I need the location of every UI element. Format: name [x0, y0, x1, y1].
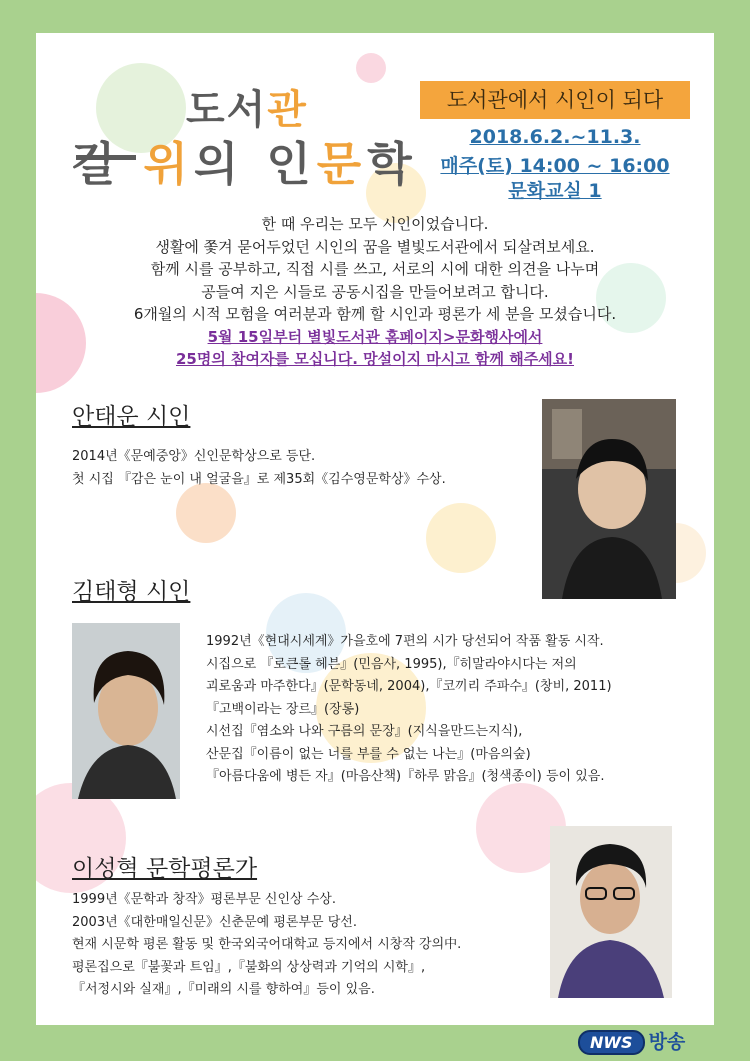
logo-title-main: 길 위의 인문학 [71, 137, 418, 191]
program-title-banner: 도서관에서 시인이 되다 [420, 81, 690, 119]
person-name: 김태형 시인 [72, 579, 191, 605]
decor-bubble [176, 483, 236, 543]
intro-line: 6개월의 시적 모험을 여러분과 함께 할 시인과 평론가 세 분을 모셨습니다. [133, 305, 617, 323]
intro-line: 생활에 쫓겨 묻어두었던 시인의 꿈을 별빛도서관에서 되살려보세요. [155, 237, 595, 256]
person-photo [72, 623, 180, 799]
signup-notice: 5월 15일부터 별빛도서관 홈페이지>문화행사에서 [207, 327, 543, 346]
decor-bubble [426, 503, 496, 573]
schedule-room: 문화교실 1 [508, 180, 602, 202]
decor-bubble [356, 53, 386, 83]
person-bio: 2014년《문예중앙》신인문학상으로 등단. 첫 시집 『감은 눈이 내 얼굴을』로 제35회《김수영문학상》수상. [72, 449, 446, 487]
intro-line: 한 때 우리는 모두 시인이었습니다. [261, 215, 489, 233]
schedule-date: 2018.6.2.~11.3. [469, 126, 641, 148]
person-bio: 1999년《문학과 창작》평론부문 신인상 수상. 2003년《대한매일신문》신춘문예 평론부문 당선. 현재 시문학 평론 활동 및 한국외국어대학교 등지에서 시창작 강의中. 평론집으로『불꽃과 트임』,『불화의 상상력과 기억의 시학』, 『서정시와 실재』,『미래의 시를 향하여』등이 있음. [72, 892, 462, 997]
intro-text [36, 213, 714, 371]
schedule-time: 매주(토) 14:00 ~ 16:00 [440, 155, 670, 177]
person-name: 이성혁 문학평론가 [72, 856, 258, 882]
person-photo [550, 826, 672, 998]
poster-sheet [36, 33, 714, 1025]
intro-line: 함께 시를 공부하고, 직접 시를 쓰고, 서로의 시에 대한 의견을 나누며 [150, 260, 600, 278]
intro-line: 공들여 지은 시들로 공동시집을 만들어보려고 합니다. [201, 282, 549, 301]
person-photo [542, 399, 676, 599]
signup-notice: 25명의 참여자를 모십니다. 망설이지 마시고 함께 해주세요! [175, 350, 575, 368]
person-bio: 1992년《현대시세계》가을호에 7편의 시가 당선되어 작품 활동 시작. 시집으로 『로큰롤 헤븐』(민음사, 1995),『히말라야시다는 저의 괴로움과 마주한다』(문학동네, 2004),『코끼리 주파수』(창비, 2011) 『고백이라는 장르』(장롱) 시선집『염소와 나와 구름의 문장』(지식을만드는지식), 산문집『이름이 없는 너를 부를 수 없는 나는』(마음의숲) 『아름다움에 병든 자』(마음산책)『하루 맑음』(청색종이) 등이 있음. [206, 634, 612, 784]
logo-title-top: 도서관 [186, 87, 308, 133]
broadcaster-logo: NWS 방송 [578, 1027, 685, 1053]
person-name: 안태운 시인 [72, 404, 191, 430]
